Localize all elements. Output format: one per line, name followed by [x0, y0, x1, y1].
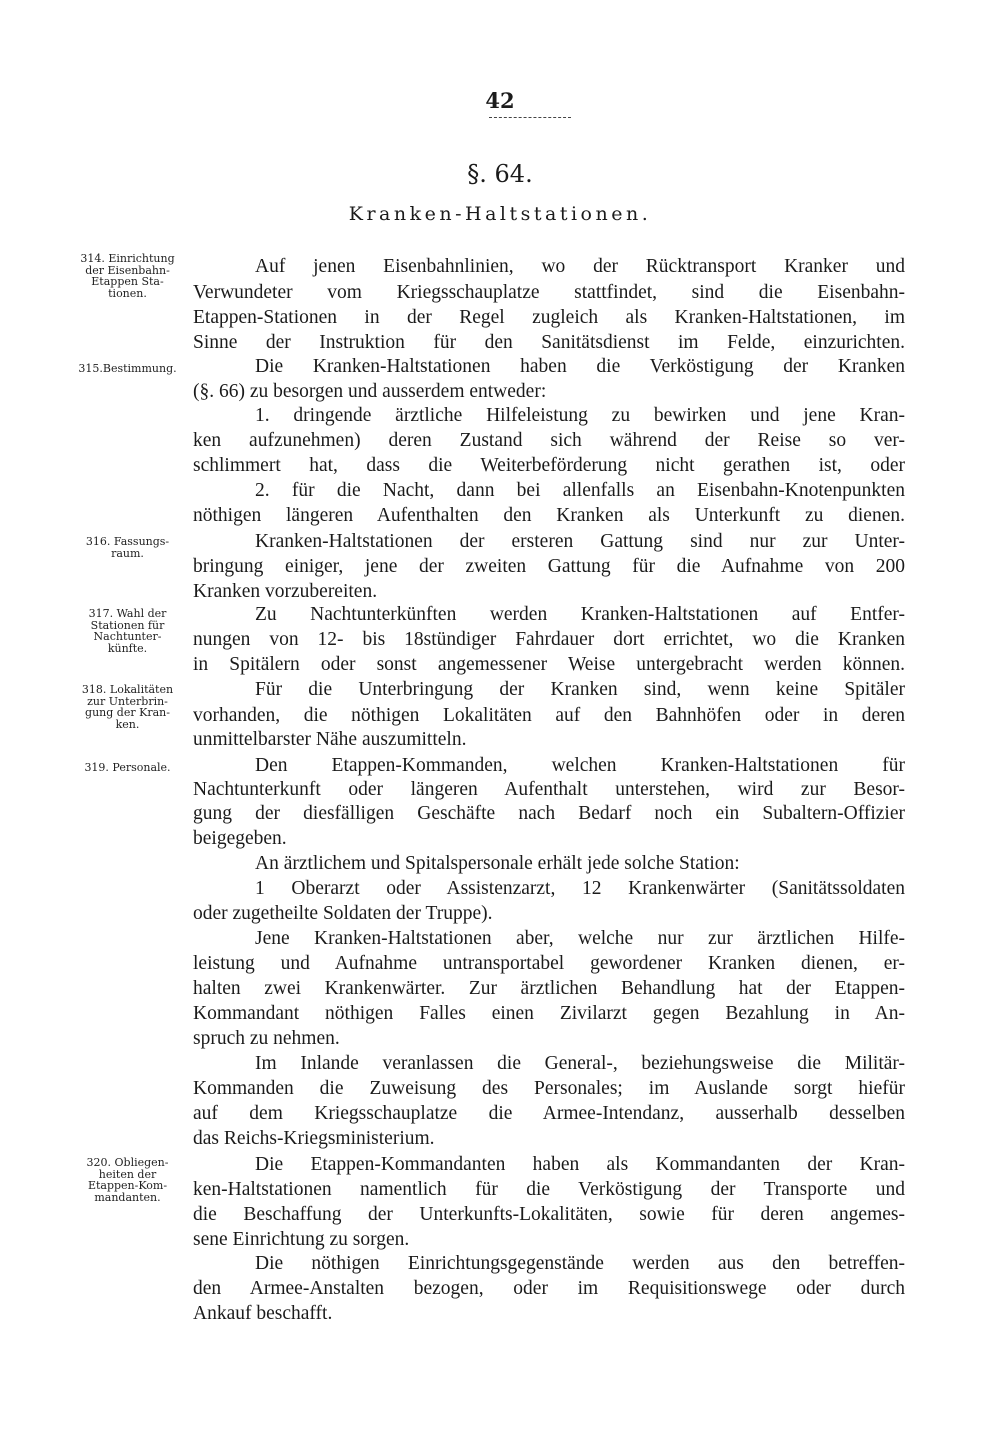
- margin-note-318: 318. Lokalitäten zur Unterbrin- gung der Kran- ken.: [81, 683, 174, 731]
- text-line: Die Kranken-Haltstationen haben die Verköstigung der Kranken: [255, 356, 905, 377]
- text-line: unmittelbarster Nähe auszumitteln.: [193, 729, 467, 750]
- text-line: Im Inlande veranlassen die General-, beziehungsweise die Militär-: [255, 1053, 905, 1074]
- text-line: oder zugetheilte Soldaten der Truppe).: [193, 903, 493, 924]
- text-line: sene Einrichtung zu sorgen.: [193, 1229, 410, 1250]
- text-line: die Beschaffung der Unterkunfts-Lokalitäten, sowie für deren angemes-: [193, 1204, 905, 1225]
- text-line: leistung und Aufnahme untransportabel gewordener Kranken dienen, er-: [193, 953, 905, 974]
- margin-note-316: 316. Fassungs- raum.: [85, 535, 170, 560]
- text-line: 1. dringende ärztliche Hilfeleistung zu bewirken und jene Kran-: [255, 405, 905, 426]
- text-line: Die Etappen-Kommandanten haben als Kommandanten der Kran-: [255, 1154, 905, 1175]
- text-line: bringung einiger, jene der zweiten Gattung für die Aufnahme von 200: [193, 556, 905, 577]
- margin-note-315: 315.Bestimmung.: [78, 362, 177, 375]
- margin-note-317: 317. Wahl der Stationen für Nachtunter- künfte.: [88, 607, 167, 655]
- text-line: Verwundeter vom Kriegsschauplatze stattfindet, sind die Eisenbahn-: [193, 282, 905, 303]
- text-line: 1 Oberarzt oder Assistenzarzt, 12 Krankenwärter (Sanitätssoldaten: [255, 878, 905, 899]
- text-line: schlimmert hat, dass die Weiterbeförderung nicht gerathen ist, oder: [193, 455, 905, 476]
- text-line: Kranken vorzubereiten.: [193, 581, 378, 602]
- text-line: Kommandant nöthigen Falles einen Zivilarzt gegen Bezahlung in An-: [193, 1003, 905, 1024]
- section-heading: §. 64.: [467, 160, 533, 188]
- text-line: beigegeben.: [193, 828, 287, 849]
- margin-note-320: 320. Obliegen- heiten der Etappen-Kom- mandanten.: [86, 1156, 169, 1204]
- text-line: Jene Kranken-Haltstationen aber, welche nur zur ärztlichen Hilfe-: [255, 928, 905, 949]
- text-line: ken-Haltstationen namentlich für die Verköstigung der Transporte und: [193, 1179, 905, 1200]
- text-line: Ankauf beschafft.: [193, 1303, 333, 1324]
- text-line: 2. für die Nacht, dann bei allenfalls an Eisenbahn-Knotenpunkten: [255, 480, 905, 501]
- text-line: das Reichs-Kriegsministerium.: [193, 1128, 435, 1149]
- text-line: (§. 66) zu besorgen und ausserdem entweder:: [193, 381, 547, 402]
- margin-note-319: 319. Personale.: [84, 761, 171, 774]
- text-line: nöthigen längeren Aufenthalten den Kranken als Unterkunft zu dienen.: [193, 505, 905, 526]
- text-line: gung der diesfälligen Geschäfte nach Bedarf noch ein Subaltern-Offizier: [193, 803, 905, 824]
- text-line: Nachtunterkunft oder längeren Aufenthalt unterstehen, wird zur Besor-: [193, 779, 905, 800]
- text-line: Auf jenen Eisenbahnlinien, wo der Rücktransport Kranker und: [255, 256, 905, 277]
- text-line: nungen von 12- bis 18stündiger Fahrdauer dort errichtet, wo die Kranken: [193, 629, 905, 650]
- text-line: Zu Nachtunterkünften werden Kranken-Haltstationen auf Entfer-: [255, 604, 905, 625]
- text-line: vorhanden, die nöthigen Lokalitäten auf den Bahnhöfen oder in deren: [193, 705, 905, 726]
- text-line: Für die Unterbringung der Kranken sind, wenn keine Spitäler: [255, 679, 905, 700]
- text-line: An ärztlichem und Spitalspersonale erhält jede solche Station:: [255, 853, 740, 874]
- text-line: Die nöthigen Einrichtungsgegenstände werden aus den betreffen-: [255, 1253, 905, 1274]
- text-line: Sinne der Instruktion für den Sanitätsdienst im Felde, einzurichten.: [193, 332, 905, 353]
- text-line: den Armee-Anstalten bezogen, oder im Requisitionswege oder durch: [193, 1278, 905, 1299]
- page-number-rule: [489, 117, 571, 118]
- margin-note-314: 314. Einrichtung der Eisenbahn- Etappen Sta- tionen.: [80, 252, 175, 300]
- text-line: ken aufzunehmen) deren Zustand sich während der Reise so ver-: [193, 430, 905, 451]
- text-line: auf dem Kriegsschauplatze die Armee-Intendanz, ausserhalb desselben: [193, 1103, 905, 1124]
- text-line: in Spitälern oder sonst angemessener Weise untergebracht werden können.: [193, 654, 905, 675]
- text-line: halten zwei Krankenwärter. Zur ärztlichen Behandlung hat der Etappen-: [193, 978, 905, 999]
- text-line: Kranken-Haltstationen der ersteren Gattung sind nur zur Unter-: [255, 531, 905, 552]
- text-line: spruch zu nehmen.: [193, 1028, 340, 1049]
- text-line: Etappen-Stationen in der Regel zugleich als Kranken-Haltstationen, im: [193, 307, 905, 328]
- section-title: Kranken-Haltstationen.: [348, 203, 652, 225]
- text-line: Den Etappen-Kommanden, welchen Kranken-Haltstationen für: [255, 755, 905, 776]
- page-number: 42: [485, 88, 515, 113]
- text-line: Kommanden die Zuweisung des Personales; im Auslande sorgt hiefür: [193, 1078, 905, 1099]
